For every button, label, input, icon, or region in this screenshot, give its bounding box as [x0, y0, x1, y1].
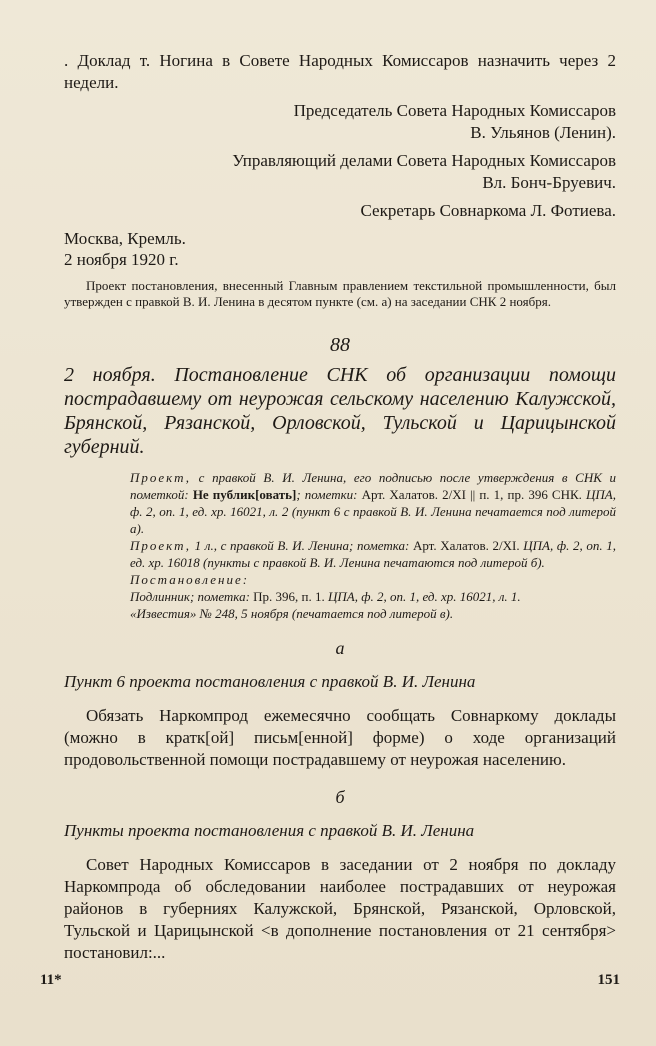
signature-mark: 11*: [40, 972, 62, 988]
signature-block-2: [64, 150, 616, 194]
signature-name: В. Ульянов (Ленин).: [470, 123, 616, 142]
section-b-text: Совет Народных Комиссаров в заседании от 2 ноября по докладу Наркомпрода об обследовании наиболее пострадавших от неурожая районов в губерниях Калужской, Брянской, Рязанской, Орловской, Тульской и Царицынской <в дополнение постановления от 21 сентября> постановил:...: [64, 855, 616, 962]
editorial-note: Проект постановления, внесенный Главным правлением текстильной промышленности, был утвержден с правкой В. И. Ленина в десятом пункте (см. а) на заседании СНК 2 ноября.: [64, 278, 616, 309]
signature-block-1: [64, 100, 616, 144]
source-entry: Проект, 1 л., с правкой В. И. Ленина; пометка: Арт. Халатов. 2/XI. ЦПА, ф. 2, оп. 1, ед. хр. 16018 (пункты с правкой В. И. Ленина печатаются под литерой б).: [130, 538, 616, 570]
source-notes: [64, 469, 616, 622]
source-entry: Проект, с правкой В. И. Ленина, его подписью после утверждения в СНК и пометкой: Не публик[овать]; пометки: Арт. Халатов. 2/XI || п. 1, пр. 396 СНК. ЦПА, ф. 2, оп. 1, ед. хр. 16021, л. 2 (пункт 6 с правкой В. И. Ленина печатается под литерой а).: [130, 470, 616, 536]
signature-title: Управляющий делами Совета Народных Комиссаров: [232, 151, 616, 170]
document-title: 2 ноября. Постановление СНК об организации помощи пострадавшему от неурожая сельскому населению Калужской, Брянской, Рязанской, Орловской, Тульской и Царицынской губерний.: [64, 364, 616, 458]
place-date: [64, 228, 616, 270]
source-entry: «Известия» № 248, 5 ноября (печатается под литерой в).: [130, 606, 454, 621]
signature-title: Секретарь Совнаркома Л. Фотиева.: [360, 201, 616, 220]
section-b-letter: б: [335, 787, 345, 807]
section-a-text: Обязать Наркомпрод ежемесячно сообщать Совнаркому доклады (можно в кратк[ой] письм[енной] форме) о ходе организаций продовольственной помощи пострадавшему от неурожая населению.: [64, 706, 616, 769]
place: Москва, Кремль.: [64, 229, 186, 248]
document-number: 88: [330, 334, 350, 356]
signature-block-3: [64, 200, 616, 222]
page-content: [64, 50, 616, 964]
date: 2 ноября 1920 г.: [64, 250, 179, 269]
section-a-title: Пункт 6 проекта постановления с правкой В. И. Ленина: [64, 672, 476, 691]
signature-title: Председатель Совета Народных Комиссаров: [293, 101, 616, 120]
top-paragraph: . Доклад т. Ногина в Совете Народных Комиссаров назначить через 2 недели.: [64, 51, 616, 92]
signature-name: Вл. Бонч-Бруевич.: [482, 173, 616, 192]
section-a-letter: а: [335, 638, 345, 658]
source-entry: Постановление:: [130, 572, 250, 587]
source-entry: Подлинник; пометка: Пр. 396, п. 1. ЦПА, ф. 2, оп. 1, ед. хр. 16021, л. 1.: [130, 589, 521, 604]
page-number: 151: [597, 972, 620, 988]
section-b-title: Пункты проекта постановления с правкой В. И. Ленина: [64, 821, 475, 840]
